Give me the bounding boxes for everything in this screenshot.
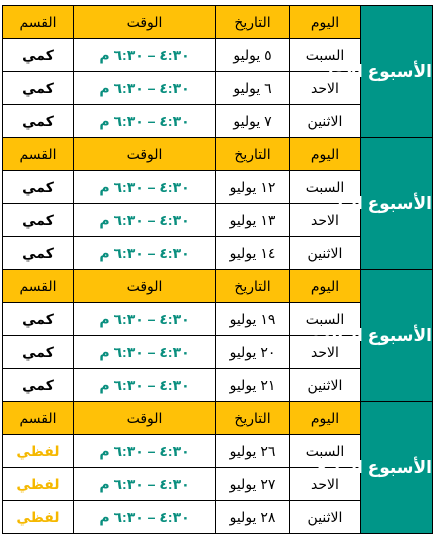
week-label: الأسبوع الثاني <box>361 138 433 270</box>
section-cell: كمي <box>3 105 74 138</box>
time-cell: ٤:٣٠ – ٦:٣٠ م <box>74 39 216 72</box>
time-cell: ٤:٣٠ – ٦:٣٠ م <box>74 72 216 105</box>
date-cell: ١٣ يوليو <box>216 204 290 237</box>
date-cell: ٢٧ يوليو <box>216 468 290 501</box>
time-cell: ٤:٣٠ – ٦:٣٠ م <box>74 435 216 468</box>
date-cell: ٢١ يوليو <box>216 369 290 402</box>
time-cell: ٤:٣٠ – ٦:٣٠ م <box>74 105 216 138</box>
day-cell: الاثنين <box>290 105 361 138</box>
day-cell: الاحد <box>290 468 361 501</box>
header-day: اليوم <box>290 6 361 39</box>
day-cell: الاحد <box>290 72 361 105</box>
header-row <box>3 6 433 39</box>
date-cell: ١٩ يوليو <box>216 303 290 336</box>
date-cell: ٢٠ يوليو <box>216 336 290 369</box>
day-cell: السبت <box>290 39 361 72</box>
time-cell: ٤:٣٠ – ٦:٣٠ م <box>74 171 216 204</box>
date-cell: ١٢ يوليو <box>216 171 290 204</box>
time-cell: ٤:٣٠ – ٦:٣٠ م <box>74 237 216 270</box>
section-cell: كمي <box>3 336 74 369</box>
time-cell: ٤:٣٠ – ٦:٣٠ م <box>74 468 216 501</box>
section-cell: كمي <box>3 39 74 72</box>
day-cell: الاثنين <box>290 501 361 534</box>
day-cell: الاثنين <box>290 237 361 270</box>
day-cell: السبت <box>290 171 361 204</box>
time-cell: ٤:٣٠ – ٦:٣٠ م <box>74 336 216 369</box>
header-section: القسم <box>3 138 74 171</box>
header-time: الوقت <box>74 6 216 39</box>
time-cell: ٤:٣٠ – ٦:٣٠ م <box>74 204 216 237</box>
header-time: الوقت <box>74 138 216 171</box>
header-day: اليوم <box>290 402 361 435</box>
header-date: التاريخ <box>216 6 290 39</box>
section-cell: كمي <box>3 237 74 270</box>
section-cell: لفظي <box>3 468 74 501</box>
date-cell: ٦ يوليو <box>216 72 290 105</box>
section-cell: كمي <box>3 204 74 237</box>
header-date: التاريخ <box>216 138 290 171</box>
date-cell: ١٤ يوليو <box>216 237 290 270</box>
header-time: الوقت <box>74 402 216 435</box>
header-row <box>3 402 433 435</box>
day-cell: الاحد <box>290 204 361 237</box>
header-section: القسم <box>3 6 74 39</box>
date-cell: ٧ يوليو <box>216 105 290 138</box>
header-section: القسم <box>3 402 74 435</box>
header-time: الوقت <box>74 270 216 303</box>
header-date: التاريخ <box>216 270 290 303</box>
week-label: الأسبوع الرابع <box>361 402 433 534</box>
header-row <box>3 270 433 303</box>
time-cell: ٤:٣٠ – ٦:٣٠ م <box>74 303 216 336</box>
time-cell: ٤:٣٠ – ٦:٣٠ م <box>74 501 216 534</box>
section-cell: كمي <box>3 303 74 336</box>
section-cell: كمي <box>3 369 74 402</box>
section-cell: لفظي <box>3 435 74 468</box>
day-cell: الاثنين <box>290 369 361 402</box>
day-cell: السبت <box>290 435 361 468</box>
section-cell: لفظي <box>3 501 74 534</box>
header-day: اليوم <box>290 270 361 303</box>
header-row <box>3 138 433 171</box>
section-cell: كمي <box>3 171 74 204</box>
schedule-table <box>2 5 433 534</box>
section-cell: كمي <box>3 72 74 105</box>
schedule-container <box>2 5 432 534</box>
header-day: اليوم <box>290 138 361 171</box>
date-cell: ٥ يوليو <box>216 39 290 72</box>
header-section: القسم <box>3 270 74 303</box>
header-date: التاريخ <box>216 402 290 435</box>
date-cell: ٢٦ يوليو <box>216 435 290 468</box>
week-label: الأسبوع الأول <box>361 6 433 138</box>
time-cell: ٤:٣٠ – ٦:٣٠ م <box>74 369 216 402</box>
date-cell: ٢٨ يوليو <box>216 501 290 534</box>
day-cell: الاحد <box>290 336 361 369</box>
week-label: الأسبوع الثالث <box>361 270 433 402</box>
day-cell: السبت <box>290 303 361 336</box>
